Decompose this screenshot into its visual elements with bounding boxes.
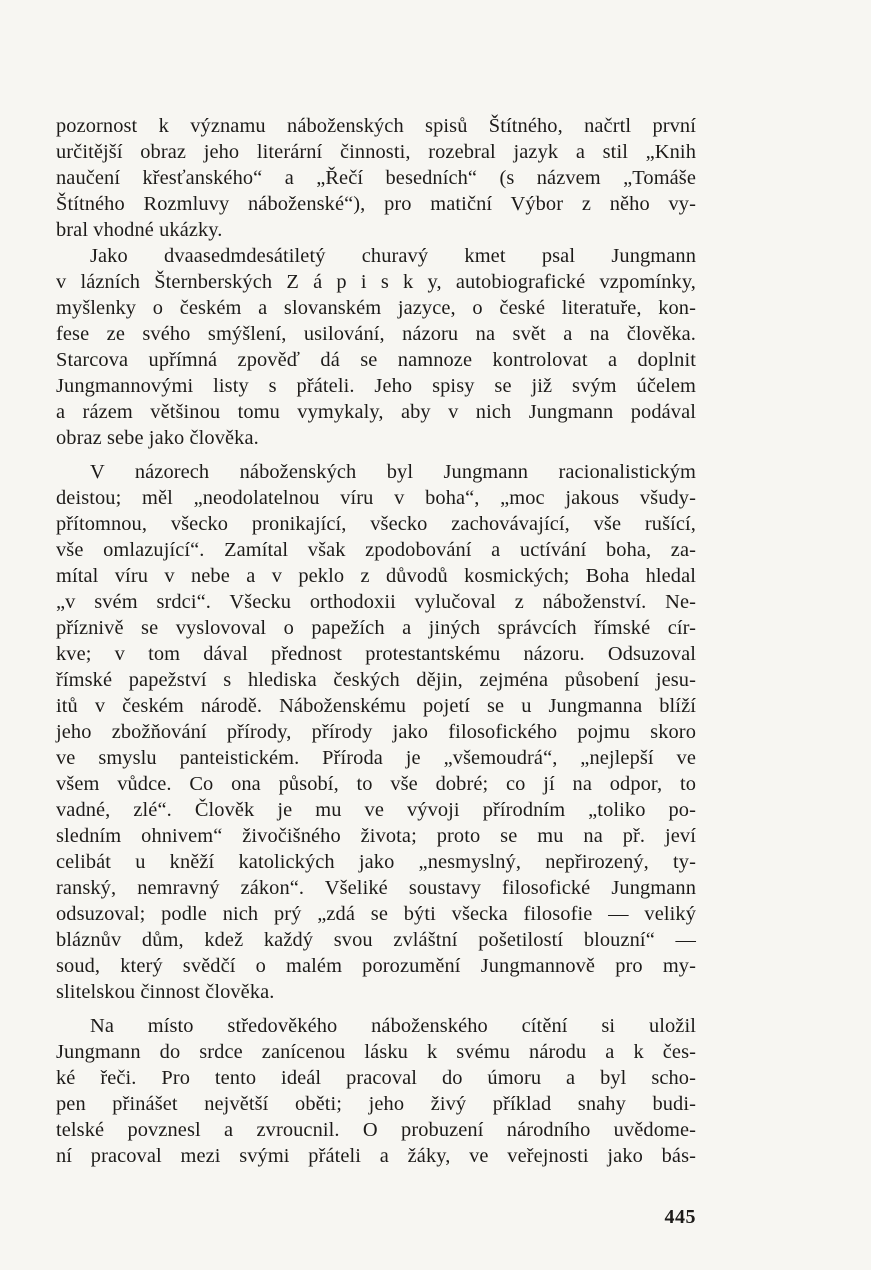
text-line: kve; v tom dával přednost protestantskému názoru. Odsuzoval xyxy=(56,643,696,665)
text-line: „v svém srdci“. Všecku orthodoxii vylučoval z náboženství. Ne- xyxy=(56,591,696,613)
text-line: určitější obraz jeho literární činnosti, rozebral jazyk a stil „Knih xyxy=(56,141,696,163)
paragraph-first-line: Na místo středověkého náboženského cítění si uložil xyxy=(90,1015,696,1037)
text-line: římské papežství s hlediska českých dějin, zejména působení jesu- xyxy=(56,669,696,691)
paragraph-first-line: Jako dvaasedmdesátiletý churavý kmet psal Jungmann xyxy=(90,245,696,267)
text-line: ve smyslu panteistickém. Příroda je „všemoudrá“, „nejlepší ve xyxy=(56,747,696,769)
text-line: naučení křesťanského“ a „Řečí besedních“ (s názvem „Tomáše xyxy=(56,167,696,189)
text-line: slitelskou činnost člověka. xyxy=(56,981,275,1003)
text-line: celibát u kněží katolických jako „nesmyslný, nepřirozený, ty- xyxy=(56,851,696,873)
text-line: odsuzoval; podle nich prý „zdá se býti všecka filosofie — veliký xyxy=(56,903,696,925)
text-line: jeho zbožňování přírody, přírody jako filosofického pojmu skoro xyxy=(56,721,696,743)
text-line: Jungmann do srdce zanícenou lásku k svému národu a k čes- xyxy=(56,1041,696,1063)
text-line: obraz sebe jako člověka. xyxy=(56,427,259,449)
page-number: 445 xyxy=(664,1206,696,1228)
text-line: v lázních Šternberských Z á p i s k y, autobiografické vzpomínky, xyxy=(56,271,696,293)
text-line: fese ze svého smýšlení, usilování, názoru na svět a na člověka. xyxy=(56,323,696,345)
text-line: deistou; měl „neodolatelnou víru v boha“, „moc jakous všudy- xyxy=(56,487,696,509)
text-line: a rázem většinou tomu vymykaly, aby v nich Jungmann podával xyxy=(56,401,696,423)
text-line: itů v českém národě. Náboženskému pojetí se u Jungmanna blíží xyxy=(56,695,696,717)
text-line: soud, který svědčí o malém porozumění Jungmannově pro my- xyxy=(56,955,696,977)
text-line: pen přinášet největší oběti; jeho živý příklad snahy budi- xyxy=(56,1093,696,1115)
text-line: vše omlazující“. Zamítal však zpodobování a uctívání boha, za- xyxy=(56,539,696,561)
text-line: bláznův dům, kdež každý svou zvláštní pošetilostí blouzní“ — xyxy=(56,929,696,951)
text-line: ranský, nemravný zákon“. Všeliké soustavy filosofické Jungmann xyxy=(56,877,696,899)
text-line: telské povznesl a zvroucnil. O probuzení národního uvědome- xyxy=(56,1119,696,1141)
text-line: mítal víru v nebe a v peklo z důvodů kosmických; Boha hledal xyxy=(56,565,696,587)
text-line: příznivě se vyslovoval o papežích a jiných správcích římské cír- xyxy=(56,617,696,639)
text-line: sledním ohnivem“ živočišného života; proto se mu na př. jeví xyxy=(56,825,696,847)
text-line: Jungmannovými listy s přáteli. Jeho spisy se již svým účelem xyxy=(56,375,696,397)
text-line: myšlenky o českém a slovanském jazyce, o české literatuře, kon- xyxy=(56,297,696,319)
text-line: Štítného Rozmluvy náboženské“), pro matiční Výbor z něho vy- xyxy=(56,193,696,215)
text-line: přítomnou, všecko pronikající, všecko zachovávající, vše rušící, xyxy=(56,513,696,535)
paragraph-first-line: V názorech náboženských byl Jungmann racionalistickým xyxy=(90,461,696,483)
text-line: pozornost k významu náboženských spisů Štítného, načrtl první xyxy=(56,115,696,137)
text-line: všem vůdce. Co ona působí, to vše dobré; co jí na odpor, to xyxy=(56,773,696,795)
text-line: Starcova upřímná zpověď dá se namnoze kontrolovat a doplnit xyxy=(56,349,696,371)
text-line: ké řeči. Pro tento ideál pracoval do úmoru a byl scho- xyxy=(56,1067,696,1089)
text-line: bral vhodné ukázky. xyxy=(56,219,223,241)
text-line: ní pracoval mezi svými přáteli a žáky, ve veřejnosti jako bás- xyxy=(56,1145,696,1167)
text-line: vadné, zlé“. Člověk je mu ve vývoji přírodním „toliko po- xyxy=(56,799,696,821)
